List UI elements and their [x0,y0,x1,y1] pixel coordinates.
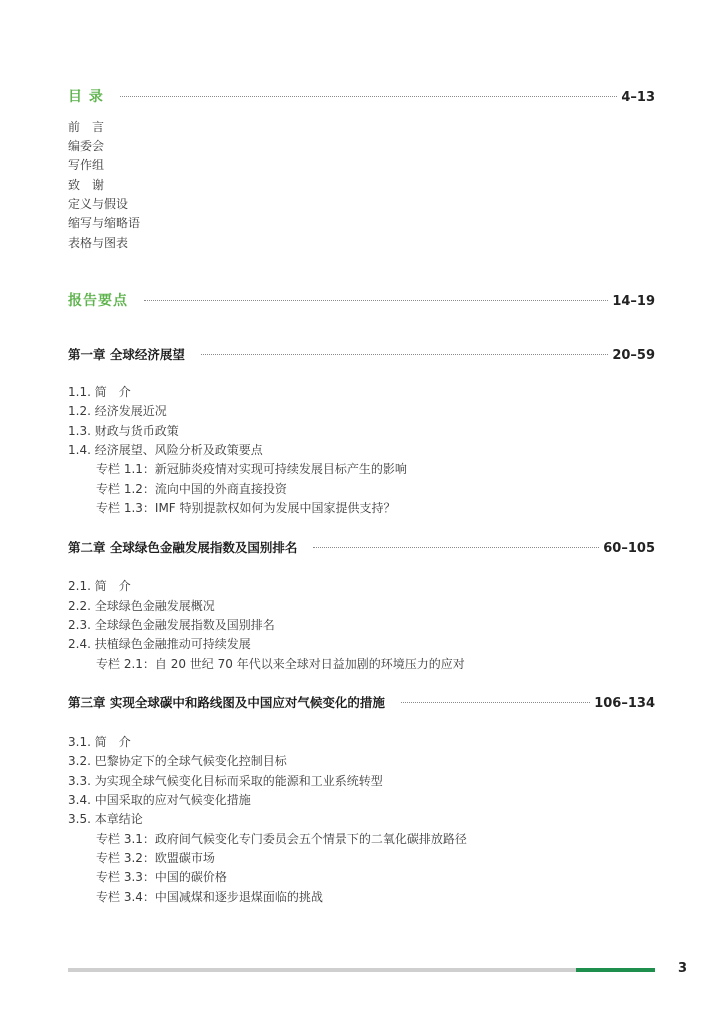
front-matter-item[interactable]: 编委会 [68,139,105,153]
chapter-1-item[interactable]: 1.2. 经济发展近况 [68,404,167,418]
chapter-3-label: 第三章 实现全球碳中和路线图及中国应对气候变化的措施 [68,695,385,710]
toc-contents-heading[interactable] [68,86,655,106]
chapter-1-page: 20–59 [612,348,655,363]
chapter-3-box[interactable]: 专栏 3.1：政府间气候变化专门委员会五个情景下的二氧化碳排放路径 [96,832,467,846]
chapter-3-box[interactable]: 专栏 3.4：中国减煤和逐步退煤面临的挑战 [96,890,323,904]
chapter-3-item[interactable]: 3.5. 本章结论 [68,812,143,826]
contents-label: 目 录 [68,89,104,105]
chapter-2-item[interactable]: 2.3. 全球绿色金融发展指数及国别排名 [68,618,275,632]
chapter-1-item[interactable]: 1.4. 经济展望、风险分析及政策要点 [68,443,263,457]
highlights-page: 14–19 [612,294,655,309]
chapter-2-label: 第二章 全球绿色金融发展指数及国别排名 [68,540,298,555]
front-matter-item[interactable]: 前 言 [68,120,105,134]
chapter-1-box[interactable]: 专栏 1.3：IMF 特别提款权如何为发展中国家提供支持？ [96,501,396,515]
dot-leader [401,702,590,703]
chapter-3-item[interactable]: 3.2. 巴黎协定下的全球气候变化控制目标 [68,754,287,768]
footer-grey-bar [68,968,576,972]
page-number: 3 [678,961,688,976]
chapter-2-box[interactable]: 专栏 2.1：自 20 世纪 70 年代以来全球对日益加剧的环境压力的应对 [96,657,465,671]
dot-leader [144,300,608,301]
chapter-2-page: 60–105 [603,541,655,556]
chapter-3-item[interactable]: 3.3. 为实现全球气候变化目标而采取的能源和工业系统转型 [68,774,383,788]
dot-leader [120,96,617,97]
chapter-2-item[interactable]: 2.1. 简 介 [68,579,131,593]
chapter-1-box[interactable]: 专栏 1.2：流向中国的外商直接投资 [96,482,287,496]
toc-chapter-3[interactable] [68,693,655,711]
front-matter-item[interactable]: 致 谢 [68,178,105,192]
chapter-3-item[interactable]: 3.4. 中国采取的应对气候变化措施 [68,793,251,807]
toc-chapter-2[interactable] [68,538,655,556]
chapter-3-box[interactable]: 专栏 3.3：中国的碳价格 [96,870,227,884]
chapter-2-item[interactable]: 2.2. 全球绿色金融发展概况 [68,599,215,613]
toc-chapter-1[interactable] [68,345,655,363]
chapter-3-item[interactable]: 3.1. 简 介 [68,735,131,749]
chapter-1-box[interactable]: 专栏 1.1：新冠肺炎疫情对实现可持续发展目标产生的影响 [96,462,407,476]
front-matter-item[interactable]: 表格与图表 [68,236,129,250]
highlights-label: 报告要点 [68,293,128,309]
contents-page: 4–13 [621,90,655,105]
front-matter-item[interactable]: 缩写与缩略语 [68,216,141,230]
chapter-1-item[interactable]: 1.1. 简 介 [68,385,131,399]
dot-leader [201,354,608,355]
chapter-3-page: 106–134 [594,696,655,711]
chapter-1-label: 第一章 全球经济展望 [68,347,185,362]
chapter-1-item[interactable]: 1.3. 财政与货币政策 [68,424,179,438]
front-matter-item[interactable]: 定义与假设 [68,197,129,211]
front-matter-item[interactable]: 写作组 [68,158,105,172]
chapter-3-box[interactable]: 专栏 3.2：欧盟碳市场 [96,851,215,865]
toc-highlights[interactable] [68,290,655,310]
dot-leader [313,547,599,548]
footer-green-bar [576,968,655,972]
chapter-2-item[interactable]: 2.4. 扶植绿色金融推动可持续发展 [68,637,251,651]
